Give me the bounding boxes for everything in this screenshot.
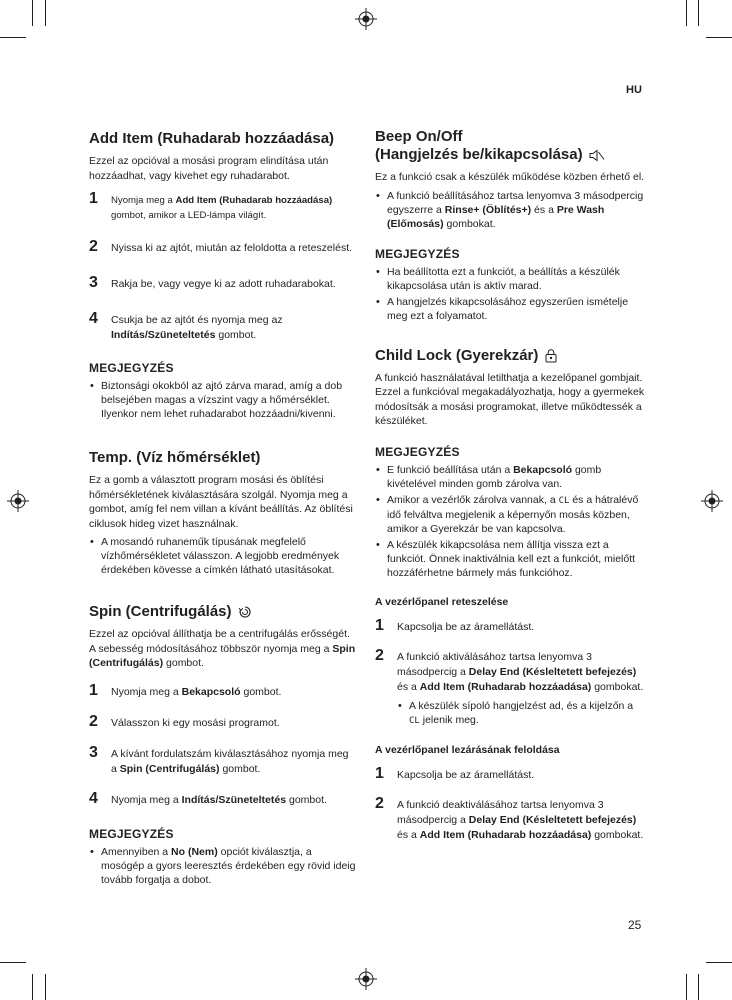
step-number: 1: [375, 764, 384, 782]
note-text: és a hátralévő idő felváltva megjelenik a képernyőn mosás közben, amikor a Gyerekzár be van kapcsolva.: [387, 493, 639, 535]
crop-mark: [0, 962, 26, 963]
page-number: 25: [628, 918, 642, 932]
note-bullet: [375, 463, 645, 491]
step-text-bold: Spin (Centrifugálás): [119, 762, 220, 775]
section-title-text: Spin (Centrifugálás): [89, 603, 232, 620]
bullet-text: és a: [531, 203, 557, 216]
step-text-bold: Bekapcsoló: [181, 685, 241, 698]
step-number: 2: [375, 646, 384, 664]
note-heading: MEGJEGYZÉS: [375, 246, 460, 261]
speaker-mute-icon: [589, 149, 605, 162]
step-number: 1: [375, 616, 384, 634]
step-text: Kapcsolja be az áramellátást.: [397, 768, 535, 781]
section-intro: Ez a gomb a választott program mosási és öblítési hőmérsékletének kiválasztására szolgál. Nyomja meg a gombot, amíg fel nem villan a kívánt beállítás. Az öblítési ciklusok hideg vizet használnak.: [89, 474, 353, 530]
step-item: [89, 681, 357, 703]
step-text: Kapcsolja be az áramellátást.: [397, 620, 535, 633]
step-text: A kívánt fordulatszám kiválasztásához nyomja meg a: [111, 747, 349, 775]
step-text: gombokat.: [591, 680, 644, 693]
note-heading: MEGJEGYZÉS: [375, 444, 460, 459]
step-text-bold: Delay End (Késleltetett befejezés): [468, 813, 637, 826]
display-code: CL: [558, 495, 570, 506]
step-text: gombot, amikor a LED-lámpa világít.: [111, 210, 267, 221]
step-text-bold: Indítás/Szüneteltetés: [111, 329, 216, 341]
step-text: és a: [397, 828, 420, 841]
right-column: [375, 122, 645, 865]
note-heading: MEGJEGYZÉS: [89, 361, 174, 375]
section-intro: Ezzel az opcióval a mosási program elindítása után hozzáadhat, vagy kivehet egy ruhadarabot.: [89, 155, 329, 182]
registration-mark-icon: [355, 8, 377, 30]
step-text: Nyomja meg a: [111, 195, 176, 206]
step-text: A funkció aktiválásához tartsa lenyomva 3 másodpercig a: [397, 650, 592, 678]
crop-mark: [706, 962, 732, 963]
crop-mark: [686, 974, 687, 1000]
step-number: 1: [89, 190, 98, 207]
note-text: Amikor a vezérlők zárolva vannak, a: [387, 493, 559, 506]
note-bullet: • Biztonsági okokból az ajtó zárva marad, amíg a dob belsejében magas a vízszint vagy a hőmérséklet. Ilyenkor nem lehet ruhadarabot hozzáadni/kivenni.: [89, 379, 357, 421]
step-text: Rakja be, vagy vegye ki az adott ruhadarabokat.: [111, 278, 336, 290]
crop-mark: [698, 974, 699, 1000]
crop-mark: [32, 0, 33, 26]
child-lock-icon: [544, 348, 558, 363]
bullet-item: [375, 189, 645, 231]
step-item: [375, 794, 645, 843]
note-text: gomb kivételével minden gomb zárolva van.: [387, 463, 602, 490]
step-text-bold: Add Item (Ruhadarab hozzáadása): [419, 828, 592, 841]
section-temp: [89, 449, 357, 577]
step-number: 1: [89, 681, 98, 699]
intro-text: gombot.: [163, 657, 204, 669]
section-title-line2: (Hangjelzés be/kikapcsolása): [375, 146, 583, 163]
sub-bullet: [397, 699, 645, 728]
section-beep: [375, 128, 645, 323]
step-number: 2: [89, 238, 98, 255]
step-text-bold: Delay End (Késleltetett befejezés): [468, 665, 637, 678]
section-title: Add Item (Ruhadarab hozzáadása): [89, 130, 335, 147]
step-text: Válasszon ki egy mosási programot.: [111, 716, 280, 729]
step-text: gombot.: [215, 329, 257, 341]
step-text-bold: Add Item (Ruhadarab hozzáadása): [175, 195, 333, 206]
section-title: [375, 347, 645, 365]
step-item: [89, 789, 357, 811]
section-intro: Ez a funkció csak a készülék működése közben érhető el.: [375, 171, 645, 183]
note-text-bold: Bekapcsoló: [513, 463, 573, 476]
crop-mark: [706, 37, 732, 38]
step-text: Nyissa ki az ajtót, miután az feloldotta a reteszelést.: [111, 242, 353, 254]
step-item: [375, 764, 645, 786]
step-number: 2: [375, 794, 384, 812]
step-text: gombot.: [219, 762, 261, 775]
crop-mark: [32, 974, 33, 1000]
note-bullet: • A készülék kikapcsolása nem állítja vissza ezt a funkciót. Önnek inaktiválnia kell ezt a funkciót, mielőtt hozzáférhetne bármely más funkcióhoz.: [375, 538, 645, 580]
section-add-item: [89, 130, 357, 421]
section-child-lock: [375, 347, 645, 843]
note-text-bold: No (Nem): [171, 845, 218, 858]
crop-mark: [686, 0, 687, 26]
section-title-line1: Beep On/Off: [375, 128, 463, 145]
crop-mark: [45, 974, 46, 1000]
note-bullet: • Ha beállította ezt a funkciót, a beállítás a készülék kikapcsolása után is aktív marad.: [375, 265, 645, 293]
crop-mark: [45, 0, 46, 26]
step-item: [89, 274, 357, 295]
note-bullet: [375, 493, 645, 536]
step-text: Csukja be az ajtót és nyomja meg az: [111, 314, 283, 326]
step-text: Nyomja meg a: [111, 685, 182, 698]
bullet-text-bold: Pre Wash (Előmosás): [387, 203, 605, 230]
note-bullet: [89, 845, 357, 887]
note-text: Amennyiben a: [101, 845, 172, 858]
crop-mark: [0, 37, 26, 38]
intro-text-bold: Spin (Centrifugálás): [89, 642, 356, 669]
step-text-bold: Indítás/Szüneteltetés: [181, 793, 287, 806]
step-item: [89, 238, 357, 259]
intro-text: Ezzel az opcióval állíthatja be a centrifugálás erősségét. A sebesség módosításához többször nyomja meg a: [89, 628, 350, 655]
crop-mark: [698, 0, 699, 26]
bullet-text: A készülék sípoló hangjelzést ad, és a kijelzőn a: [409, 699, 634, 712]
step-text: gombot.: [240, 685, 282, 698]
subsection-heading: A vezérlőpanel lezárásának feloldása: [375, 743, 560, 756]
step-text: A funkció deaktiválásához tartsa lenyomva 3 másodpercig a: [397, 798, 604, 826]
step-number: 2: [89, 712, 98, 730]
step-text: Nyomja meg a: [111, 793, 182, 806]
section-title: [89, 603, 357, 621]
subsection-heading: A vezérlőpanel reteszelése: [375, 595, 509, 608]
step-number: 3: [89, 743, 98, 761]
registration-mark-icon: [355, 968, 377, 990]
step-text: gombokat.: [591, 828, 644, 841]
step-number: 3: [89, 274, 98, 291]
step-text-bold: Add Item (Ruhadarab hozzáadása): [419, 680, 592, 693]
bullet-item: • A mosandó ruhaneműk típusának megfelelő vízhőmérsékletet válasszon. A legjobb eredmények érdekében kövesse a címkén látható utasításokat.: [89, 535, 357, 577]
bullet-text: A funkció beállításához tartsa lenyomva 3 másodpercig egyszerre a: [387, 189, 644, 216]
language-code: HU: [626, 84, 642, 96]
note-bullet: • A hangjelzés kikapcsolásához egyszerűen ismételje meg ezt a folyamatot.: [375, 295, 645, 323]
step-text: gombot.: [286, 793, 327, 806]
display-code: CL: [409, 715, 420, 726]
bullet-text-bold: Rinse+ (Öblítés+): [444, 203, 532, 216]
step-item: [375, 616, 645, 638]
bullet-text: jelenik meg.: [419, 713, 479, 726]
registration-mark-icon: [701, 490, 723, 512]
step-item: [89, 190, 357, 223]
spin-icon: [238, 605, 252, 619]
section-intro: A funkció használatával letilthatja a kezelőpanel gombjait. Ezzel a funkcióval megakadályozhatja, hogy a gyermekek módosítsák a mosási programokat, illetve működtessék a készüléket.: [375, 371, 645, 427]
registration-mark-icon: [7, 490, 29, 512]
step-item: [375, 646, 645, 728]
section-title: Temp. (Víz hőmérséklet): [89, 449, 261, 466]
section-intro: [89, 627, 357, 671]
section-title-text: Child Lock (Gyerekzár): [375, 346, 539, 364]
note-heading: MEGJEGYZÉS: [89, 826, 174, 841]
step-item: [89, 743, 357, 777]
step-number: 4: [89, 310, 98, 327]
section-title: [375, 128, 645, 164]
note-text: E funkció beállítása után a: [387, 463, 514, 476]
step-text: és a: [397, 680, 420, 693]
left-column: [89, 122, 357, 909]
step-item: [89, 310, 357, 343]
section-spin: [89, 603, 357, 887]
step-item: [89, 712, 357, 734]
note-text: opciót kiválasztja, a mosógép a gyors leeresztés érdekében egy rövid ideig tovább forgatja a dobot.: [101, 845, 356, 886]
step-number: 4: [89, 789, 98, 807]
bullet-text: gombokat.: [443, 217, 496, 230]
